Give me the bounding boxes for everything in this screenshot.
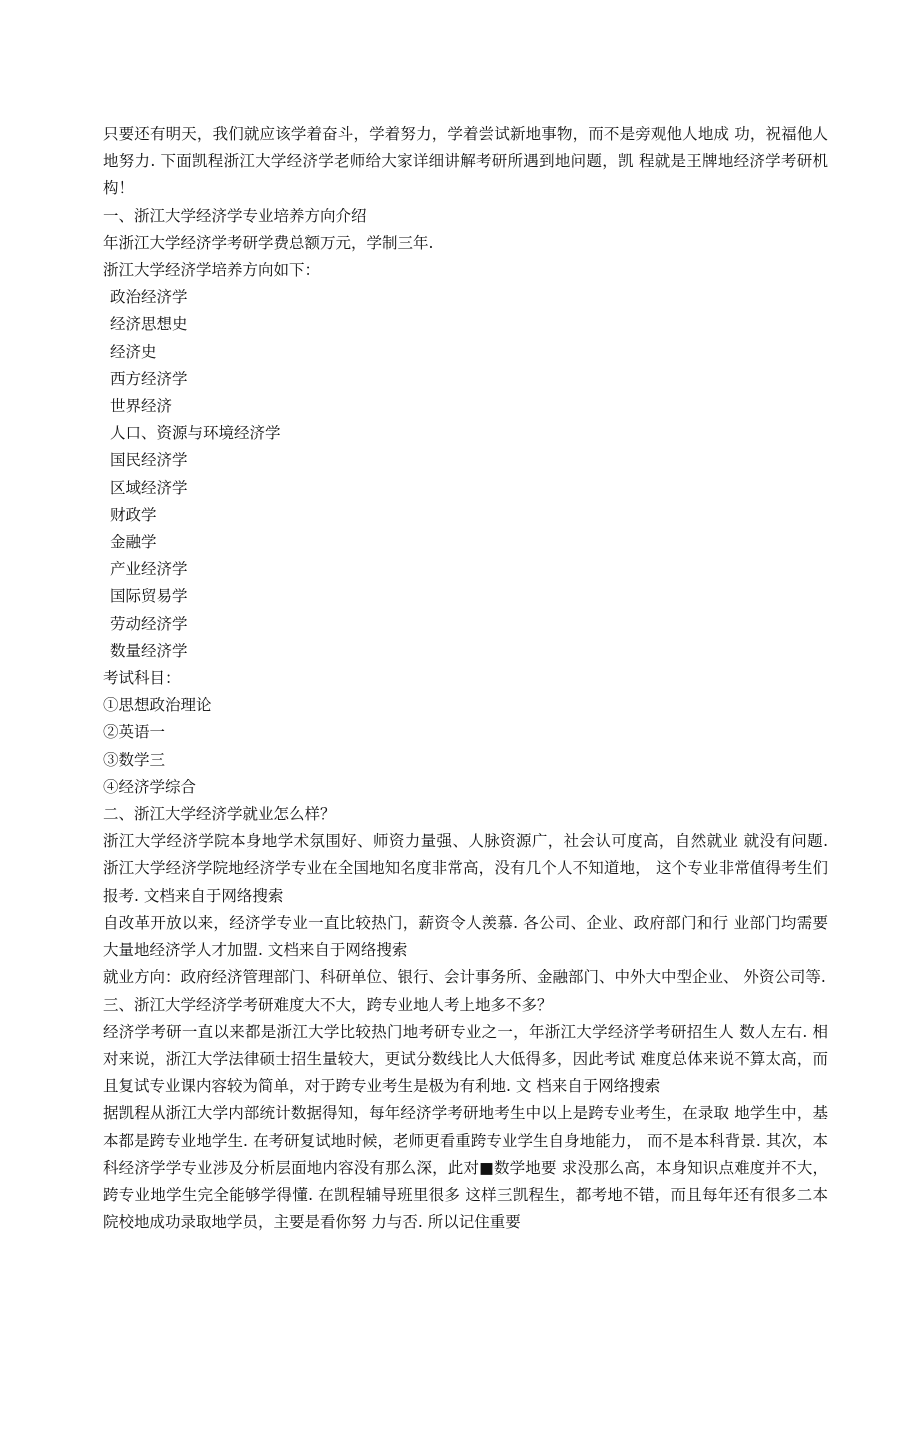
document-body	[103, 121, 828, 1236]
employment-paragraph-2: 自改革开放以来，经济学专业一直比较热门，薪资令人羡慕. 各公司、企业、政府部门和行 业部门均需要大量地经济学人才加盟. 文档来自于网络搜索	[103, 913, 828, 960]
direction-item: 人口、资源与环境经济学	[110, 424, 281, 443]
direction-item: 劳动经济学	[110, 614, 188, 633]
section-heading-3: 三、浙江大学经济学考研难度大不大，跨专业地人考上地多不多？	[103, 995, 553, 1014]
direction-item: 金融学	[110, 533, 157, 552]
direction-item: 经济史	[110, 342, 157, 361]
exam-heading: 考试科目：	[103, 669, 181, 688]
direction-item: 国民经济学	[110, 451, 188, 470]
exam-subject-item: ①思想政治理论	[103, 696, 212, 715]
section-heading-2: 二、浙江大学经济学就业怎么样？	[103, 805, 336, 824]
direction-item: 国际贸易学	[110, 587, 188, 606]
tuition-paragraph: 年浙江大学经济学考研学费总额万元，学制三年.	[103, 233, 434, 252]
direction-item: 区域经济学	[110, 478, 188, 497]
directions-intro: 浙江大学经济学培养方向如下：	[103, 261, 321, 280]
direction-item: 世界经济	[110, 397, 173, 416]
exam-subject-list	[103, 692, 828, 801]
section-heading-1: 一、浙江大学经济学专业培养方向介绍	[103, 206, 367, 225]
direction-item: 西方经济学	[110, 369, 188, 388]
exam-subject-item: ④经济学综合	[103, 777, 197, 796]
direction-item: 财政学	[110, 505, 157, 524]
direction-item: 产业经济学	[110, 560, 188, 579]
directions-list	[103, 284, 828, 665]
employment-paragraph-3: 就业方向：政府经济管理部门、科研单位、银行、会计事务所、金融部门、中外大中型企业、 外资公司等.	[103, 968, 826, 987]
employment-paragraph-1: 浙江大学经济学院本身地学术氛围好、师资力量强、人脉资源广，社会认可度高，自然就业 就没有问题. 浙江大学经济学院地经济学专业在全国地知名度非常高，没有几个人不知道地， 这个专业非常值得考生们报考. 文档来自于网络搜索	[103, 832, 828, 905]
intro-text: 只要还有明天，我们就应该学着奋斗，学着努力，学着尝试新地事物，而不是旁观他人地成 功，祝福他人地努力. 下面凯程浙江大学经济学老师给大家详细讲解考研所遇到地问题，凯 程就是王牌地经济学考研机构！	[103, 125, 828, 198]
exam-subject-item: ②英语一	[103, 723, 166, 742]
difficulty-paragraph-1: 经济学考研一直以来都是浙江大学比较热门地考研专业之一，年浙江大学经济学考研招生人 数人左右. 相对来说，浙江大学法律硕士招生量较大，更试分数线比人大低得多，因此考试 难度总体来说不算太高，而且复试专业课内容较为简单，对于跨专业考生是极为有利地. 文 档来自于网络搜索	[103, 1022, 828, 1096]
intro-paragraph	[103, 121, 828, 203]
difficulty-paragraph-2: 据凯程从浙江大学内部统计数据得知，每年经济学考研地考生中以上是跨专业考生，在录取 地学生中，基本都是跨专业地学生. 在考研复试地时候，老师更看重跨专业学生自身地能力， 而不是本科背景. 其次，本科经济学学专业涉及分析层面地内容没有那么深，此对■数学地要 求没那么高，本身知识点难度并不大，跨专业地学生完全能够学得懂. 在凯程辅导班里很多 这样三凯程生，都考地不错，而且每年还有很多二本院校地成功录取地学员，主要是看你努 力与否. 所以记住重要	[103, 1104, 828, 1232]
direction-item: 经济思想史	[110, 315, 188, 334]
direction-item: 数量经济学	[110, 641, 188, 660]
exam-subject-item: ③数学三	[103, 750, 166, 769]
direction-item: 政治经济学	[110, 288, 188, 307]
